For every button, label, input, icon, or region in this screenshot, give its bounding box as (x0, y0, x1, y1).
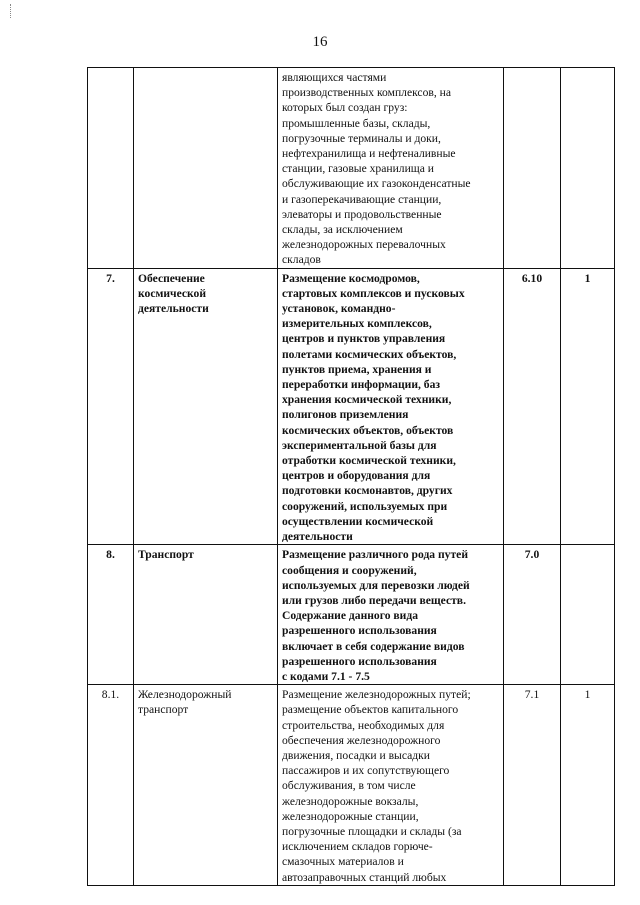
level-cell (561, 68, 615, 269)
table-row (88, 685, 615, 886)
level-cell (561, 545, 615, 685)
table-row (88, 545, 615, 685)
scan-edge-mark (10, 4, 12, 18)
row-number-cell: 8. (88, 545, 134, 685)
row-number-cell: 7. (88, 268, 134, 545)
page-number: 16 (312, 34, 328, 50)
description-cell: Размещение космодромов, стартовых комплексов и пусковых установок, командно- измерительных комплексов, центров и пунктов управления полетами космических объектов, пунктов приема, хранения и переработки информации, баз хранения космической техники, полигонов приземления космических объектов, объектов экспериментальной базы для отработки космической техники, центров и оборудования для подготовки космонавтов, других сооружений, используемых при осуществлении космической деятельности (278, 268, 504, 545)
code-cell (504, 68, 561, 269)
row-number-cell: 8.1. (88, 685, 134, 886)
use-name-cell (134, 68, 278, 269)
description-cell: Размещение различного рода путей сообщения и сооружений, используемых для перевозки людей или грузов либо передачи веществ. Содержание данного вида разрешенного использования включает в себя содержание видов разрешенного использования с кодами 7.1 - 7.5 (278, 545, 504, 685)
use-name-cell: Железнодорожный транспорт (134, 685, 278, 886)
code-cell: 6.10 (504, 268, 561, 545)
use-name-cell: Транспорт (134, 545, 278, 685)
description-cell: являющихся частями производственных комплексов, на которых был создан груз: промышленные базы, склады, погрузочные терминалы и доки, нефтехранилища и нефтеналивные станции, газовые хранилища и обслуживающие их газоконденсатные и газоперекачивающие станции, элеваторы и продовольственные склады, за исключением железнодорожных перевалочных складов (278, 68, 504, 269)
code-cell: 7.1 (504, 685, 561, 886)
code-cell: 7.0 (504, 545, 561, 685)
use-name-cell: Обеспечение космической деятельности (134, 268, 278, 545)
level-cell: 1 (561, 685, 615, 886)
row-number-cell (88, 68, 134, 269)
land-use-table (87, 67, 615, 886)
description-cell: Размещение железнодорожных путей; размещение объектов капитального строительства, необходимых для обеспечения железнодорожного движения, посадки и высадки пассажиров и их сопутствующего обслуживания, в том числе железнодорожные вокзалы, железнодорожные станции, погрузочные площадки и склады (за исключением складов горюче- смазочных материалов и автозаправочных станций любых (278, 685, 504, 886)
table-row (88, 268, 615, 545)
level-cell: 1 (561, 268, 615, 545)
table-row (88, 68, 615, 269)
